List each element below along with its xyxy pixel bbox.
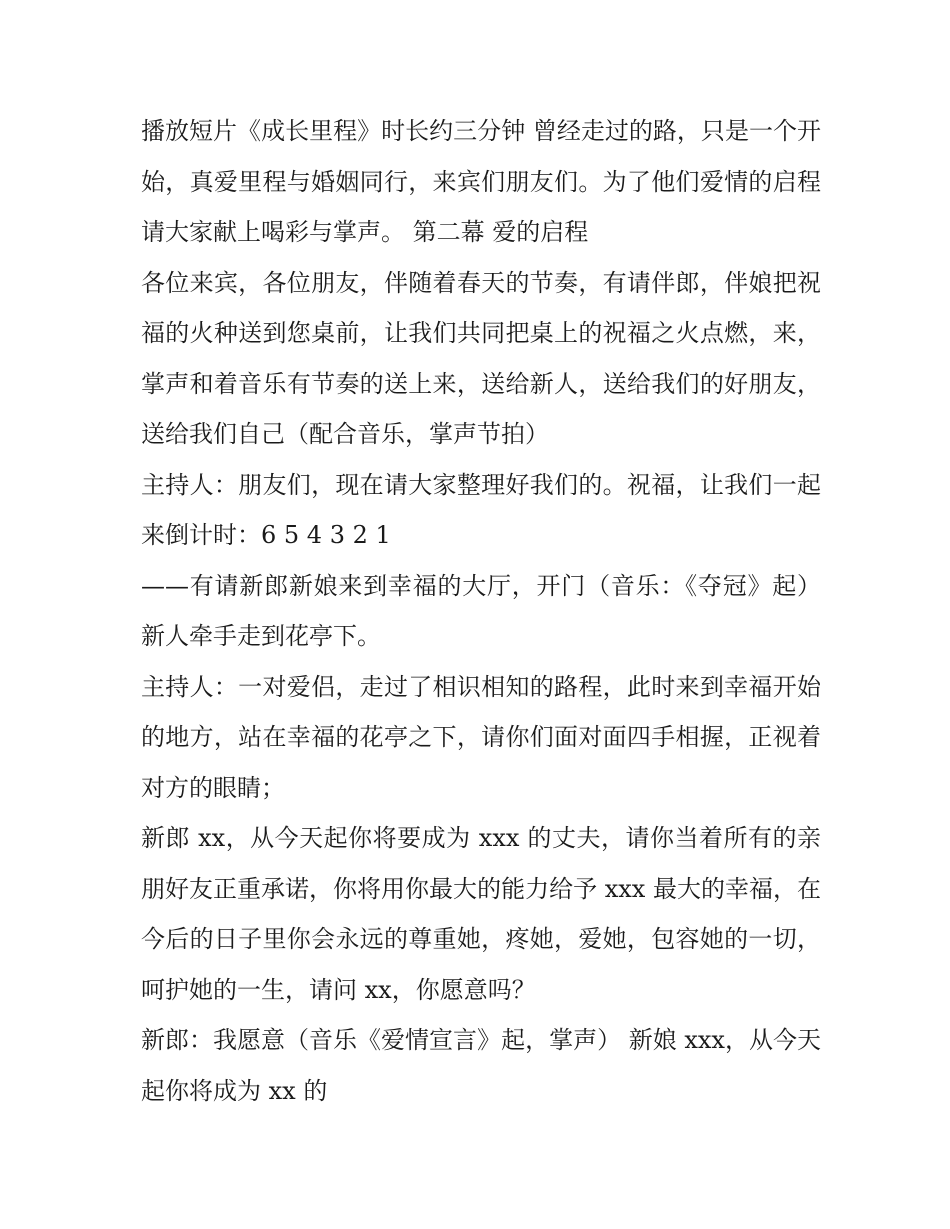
paragraph-groom-vow: 新郎 xx，从今天起你将要成为 xxx 的丈夫，请你当着所有的亲朋好友正重承诺，你将用你最大的能力给予 xxx 最大的幸福，在今后的日子里你会永远的尊重她，疼她，爱她，包容她的一切，呵护她的一生，请问 xx，你愿意吗？ — [141, 824, 821, 1004]
paragraph-countdown: 主持人：朋友们，现在请大家整理好我们的。祝福，让我们一起来倒计时：6 5 4 3 2 1 — [141, 470, 821, 549]
paragraph-groom-answer: 新郎：我愿意（音乐《爱情宣言》起，掌声） 新娘 xxx，从今天起你将成为 xx 的 — [141, 1026, 821, 1105]
paragraph-intro: 播放短片《成长里程》时长约三分钟 曾经走过的路，只是一个开始，真爱里程与婚姻同行，来宾们朋友们。为了他们爱情的启程请大家献上喝彩与掌声。 第二幕 爱的启程 — [141, 117, 821, 246]
document-body — [141, 106, 821, 1116]
paragraph-guests: 各位来宾，各位朋友，伴随着春天的节奏，有请伴郎，伴娘把祝福的火种送到您桌前，让我们共同把桌上的祝福之火点燃，来，掌声和着音乐有节奏的送上来，送给新人，送给我们的好朋友，送给我们自己（配合音乐，掌声节拍） — [141, 268, 821, 448]
paragraph-entrance: ——有请新郎新娘来到幸福的大厅，开门（音乐：《夺冠》起）新人牵手走到花亭下。 — [141, 571, 821, 650]
paragraph-host: 主持人：一对爱侣，走过了相识相知的路程，此时来到幸福开始的地方，站在幸福的花亭之下，请你们面对面四手相握，正视着对方的眼睛； — [141, 672, 821, 802]
